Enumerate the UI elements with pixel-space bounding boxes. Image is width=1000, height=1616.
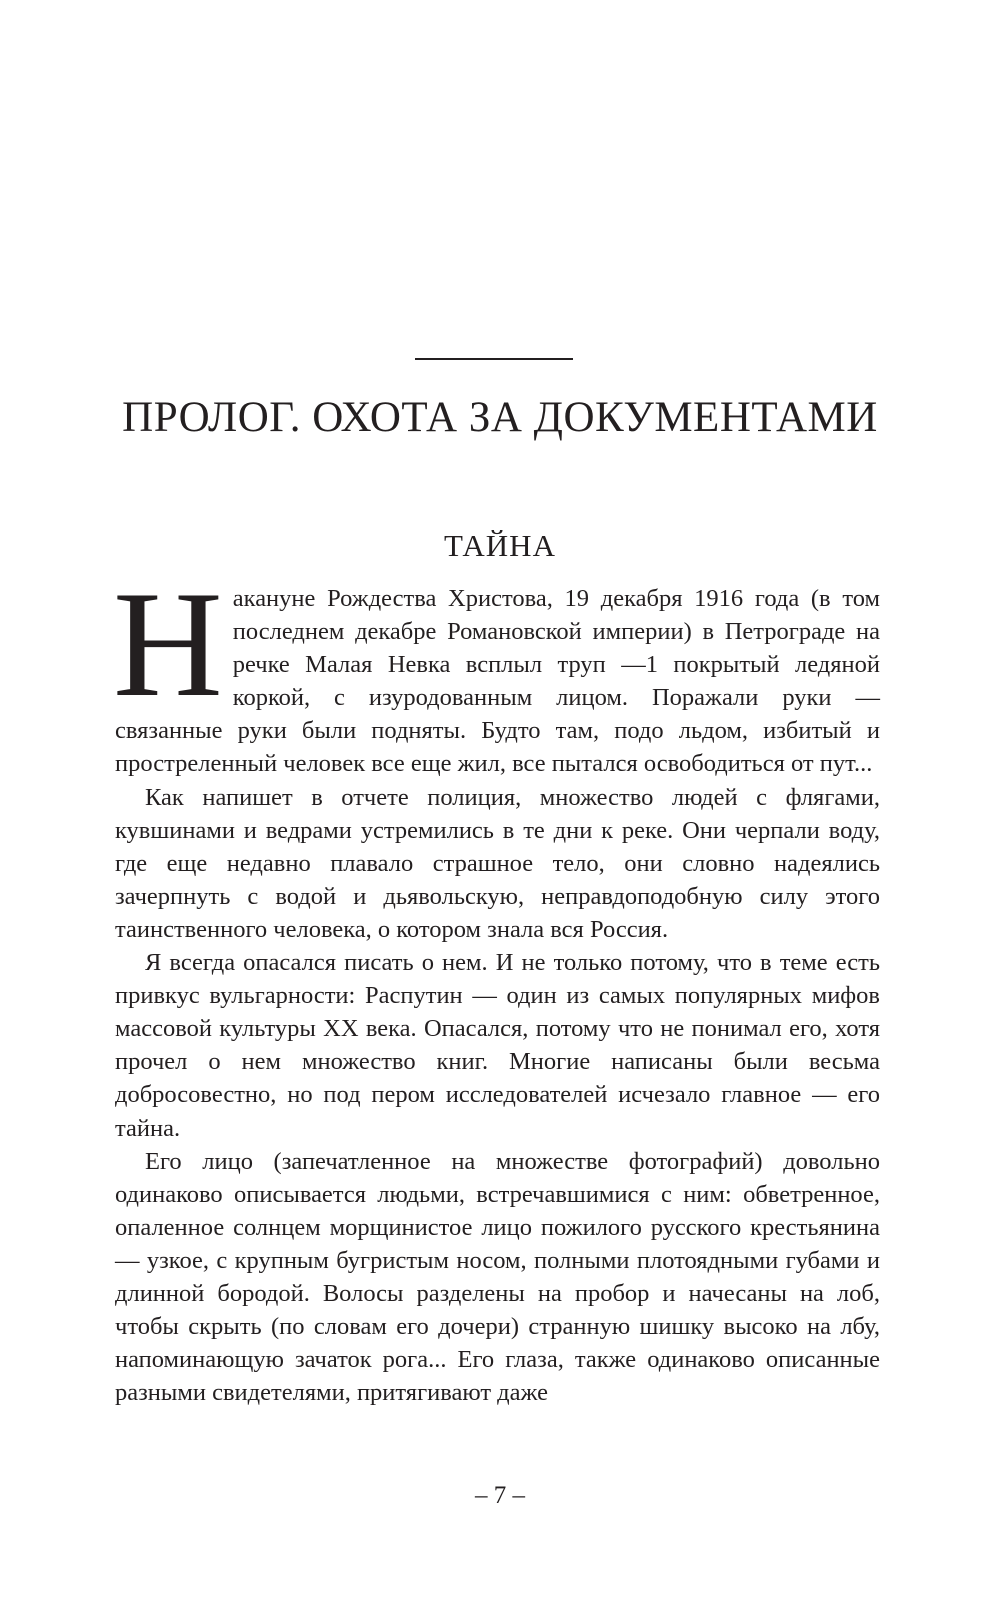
paragraph-1 [113, 560, 880, 781]
body-text [113, 560, 880, 1409]
drop-cap: Н [113, 560, 223, 728]
paragraph-3: Я всегда опасался писать о нем. И не только потому, что в теме есть привкус вульгарности: Распутин — один из самых популярных мифов массовой культуры XX века. Опасался, потому что не понимал его, хотя прочел о нем множество книг. Многие написаны были весьма добросовестно, но под пером исследователей исчезало главное — его тайна. [115, 949, 880, 1142]
paragraph-4: Его лицо (запечатленное на множестве фотографий) довольно одинаково описывается людьми, встречавшимися с ним: обветренное, опаленное солнцем морщинистое лицо пожилого русского крестьянина — узкое, с крупным бугристым носом, полными плотоядными губами и длинной бородой. Волосы разделены на пробор и начесаны на лоб, чтобы скрыть (по словам его дочери) странную шишку высоко на лбу, напоминающую зачаток рога... Его глаза, также одинаково описанные разными свидетелями, притягивают даже [115, 1147, 880, 1407]
paragraph-2: Как напишет в отчете полиция, множество людей с флягами, кувшинами и ведрами устремились в те дни к реке. Они черпали воду, где еще недавно плавало страшное тело, они словно надеялись зачерпнуть с водой и дьявольскую, неправдоподобную силу этого таинственного человека, о котором знала вся Россия. [115, 783, 880, 943]
chapter-title: ПРОЛОГ. ОХОТА ЗА ДОКУМЕНТАМИ [122, 394, 878, 441]
paragraph-1-text: акануне Рождества Христова, 19 декабря 1916 года (в том последнем декабре Романовской империи) в Петрограде на речке Малая Невка всплыл труп —1 покрытый ледяной коркой, с изуродованным лицом. Поражали руки — связанные руки были подняты. Будто там, подо льдом, избитый и простреленный человек все еще жил, все пытался освободиться от пут... [115, 585, 880, 778]
page-number: – 7 – [475, 1482, 525, 1509]
title-rule [415, 358, 573, 360]
section-title: ТАЙНА [444, 528, 556, 563]
